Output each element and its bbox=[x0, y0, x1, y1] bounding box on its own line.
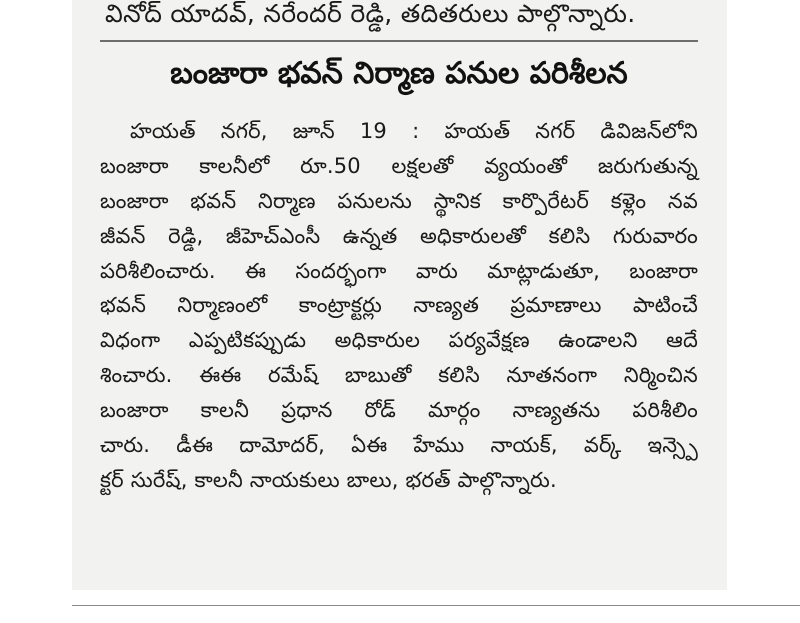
page-bottom-rule bbox=[72, 605, 800, 606]
body-line: జీవన్ రెడ్డి, జీహెచ్ఎంసీ ఉన్నత అధికారులతో కలిసి గురువారం bbox=[100, 223, 698, 248]
body-line: పరిశీలించారు. ఈ సందర్భంగా వారు మాట్లాడుతూ, బంజారా bbox=[100, 258, 698, 283]
body-line: భవన్ నిర్మాణంలో కాంట్రాక్టర్లు నాణ్యత ప్రమాణాలు పాటించే bbox=[100, 293, 698, 318]
newspaper-clipping bbox=[72, 0, 727, 590]
body-line: విధంగా ఎప్పటికప్పుడు అధికారుల పర్యవేక్షణ ఉండాలని ఆదే bbox=[100, 328, 698, 353]
body-line: బంజారా భవన్ నిర్మాణ పనులను స్థానిక కార్పొరేటర్ కళ్లెం నవ bbox=[100, 188, 698, 213]
body-line: శించారు. ఈఈ రమేష్ బాబుతో కలిసి నూతనంగా నిర్మించిన bbox=[100, 363, 698, 388]
section-divider bbox=[100, 40, 698, 42]
body-line: హయత్ నగర్, జూన్ 19 : హయత్ నగర్ డివిజన్‌లోని bbox=[130, 119, 698, 143]
previous-article-tail: వినోద్ యాదవ్, నరేందర్ రెడ్డి, తదితరులు పాల్గొన్నారు. bbox=[105, 0, 636, 28]
article-headline: బంజారా భవన్ నిర్మాణ పనుల పరిశీలన bbox=[170, 56, 628, 91]
body-line: క్టర్ సురేష్, కాలనీ నాయకులు బాలు, భరత్ పాల్గొన్నారు. bbox=[100, 467, 557, 492]
body-line: బంజారా కాలనీలో రూ.50 లక్షలతో వ్యయంతో జరుగుతున్న bbox=[100, 153, 698, 178]
article-body bbox=[100, 114, 698, 498]
body-line: బంజారా కాలనీ ప్రధాన రోడ్ మార్గం నాణ్యతను పరిశీలిం bbox=[100, 398, 698, 423]
body-line: చారు. డీఈ దామోదర్, ఏఈ హేము నాయక్, వర్క్ ఇన్స్పె bbox=[100, 433, 698, 458]
